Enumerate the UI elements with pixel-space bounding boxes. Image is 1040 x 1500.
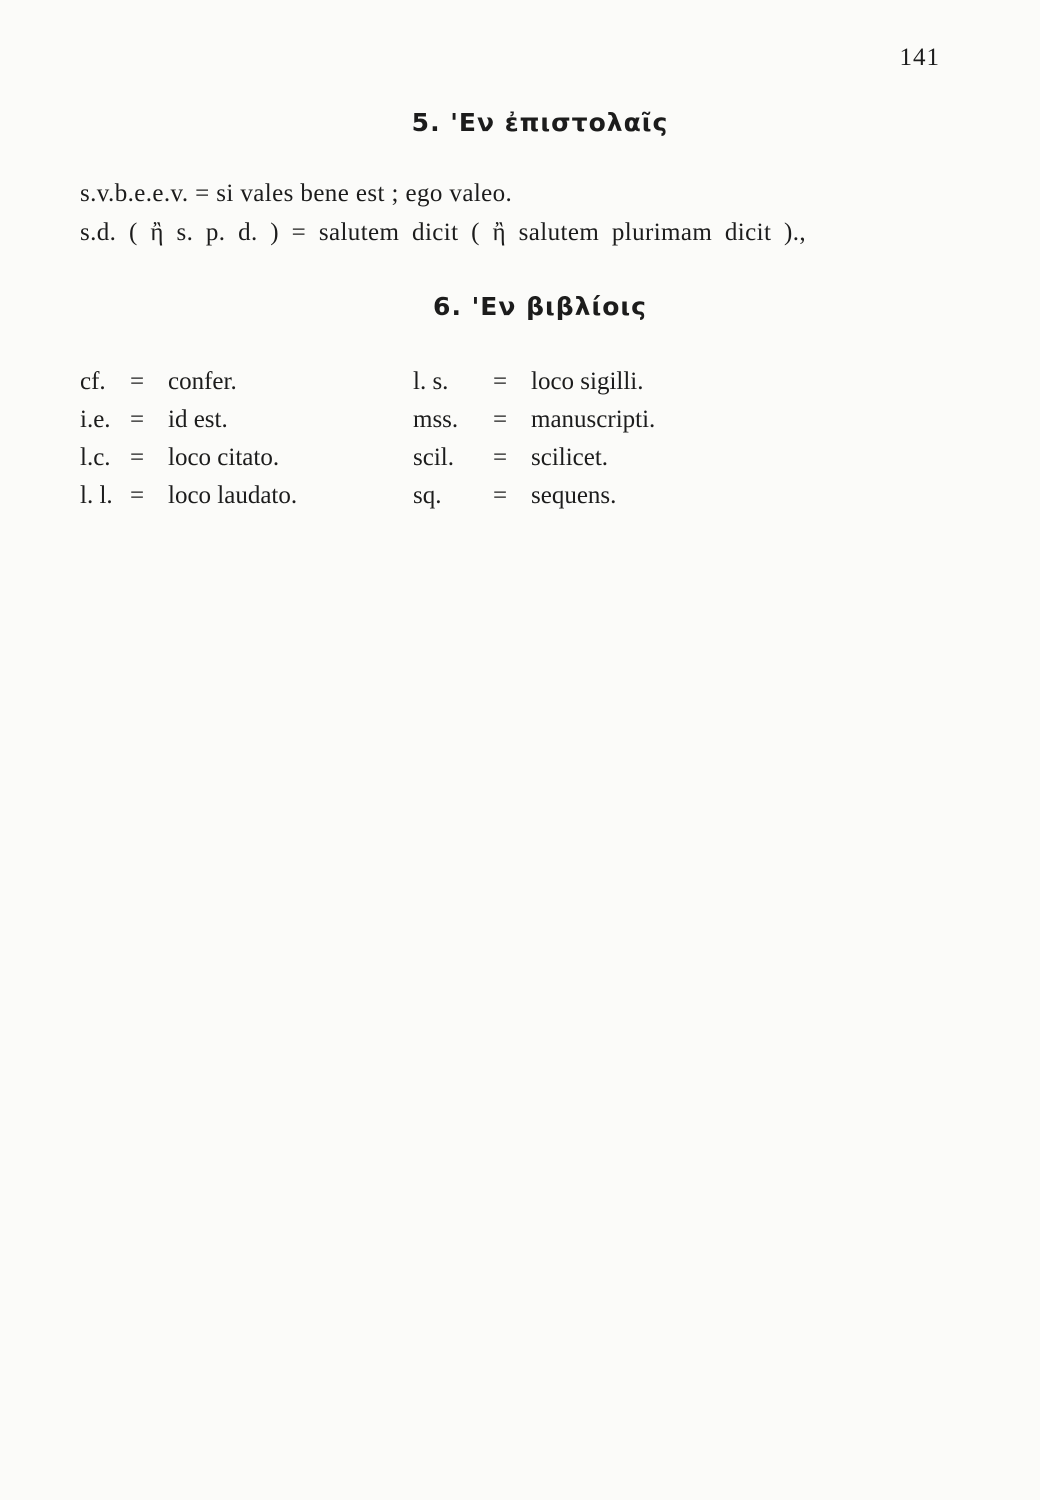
abbreviation: mss. xyxy=(413,406,459,433)
definition: loco citato. xyxy=(168,444,280,471)
equals-sign: = xyxy=(493,406,508,433)
abbreviation-entry xyxy=(80,401,297,439)
abbreviation: l.c. xyxy=(80,444,111,471)
abbreviation-entry xyxy=(413,363,655,401)
equals-sign: = xyxy=(130,406,145,433)
definition: sequens. xyxy=(531,482,617,509)
page-number: 141 xyxy=(899,44,940,71)
abbreviation-column-left xyxy=(80,363,297,515)
definition: id est. xyxy=(168,406,228,433)
abbreviation-line-sd: s.d. ( ἢ s. p. d. ) = salutem dicit ( ἢ salutem plurimam dicit )., xyxy=(80,219,806,246)
equals-sign: = xyxy=(493,368,508,395)
abbreviation: i.e. xyxy=(80,406,111,433)
equals-sign: = xyxy=(130,482,145,509)
abbreviation: l. s. xyxy=(413,368,449,395)
equals-sign: = xyxy=(130,368,145,395)
abbreviation: cf. xyxy=(80,368,106,395)
abbreviation-entry xyxy=(413,477,655,515)
definition: loco sigilli. xyxy=(531,368,644,395)
definition: manuscripti. xyxy=(531,406,656,433)
equals-sign: = xyxy=(493,482,508,509)
definition: scilicet. xyxy=(531,444,609,471)
equals-sign: = xyxy=(493,444,508,471)
abbreviation-line-svbeev: s.v.b.e.e.v. = si vales bene est ; ego valeo. xyxy=(80,180,513,207)
abbreviation: sq. xyxy=(413,482,442,509)
abbreviation-entry xyxy=(80,439,297,477)
equals-sign: = xyxy=(130,444,145,471)
definition: loco laudato. xyxy=(168,482,298,509)
abbreviation-entry xyxy=(413,401,655,439)
abbreviation-column-right xyxy=(413,363,655,515)
abbreviation-entry xyxy=(80,363,297,401)
abbreviation: l. l. xyxy=(80,482,113,509)
abbreviation-entry xyxy=(80,477,297,515)
abbreviation-entry xyxy=(413,439,655,477)
section-6-heading: 6. 'Εν βιβλίοις xyxy=(433,292,647,321)
abbreviation: scil. xyxy=(413,444,454,471)
section-5-heading: 5. 'Εν ἐπιστολαῖς xyxy=(411,108,669,137)
definition: confer. xyxy=(168,368,237,395)
